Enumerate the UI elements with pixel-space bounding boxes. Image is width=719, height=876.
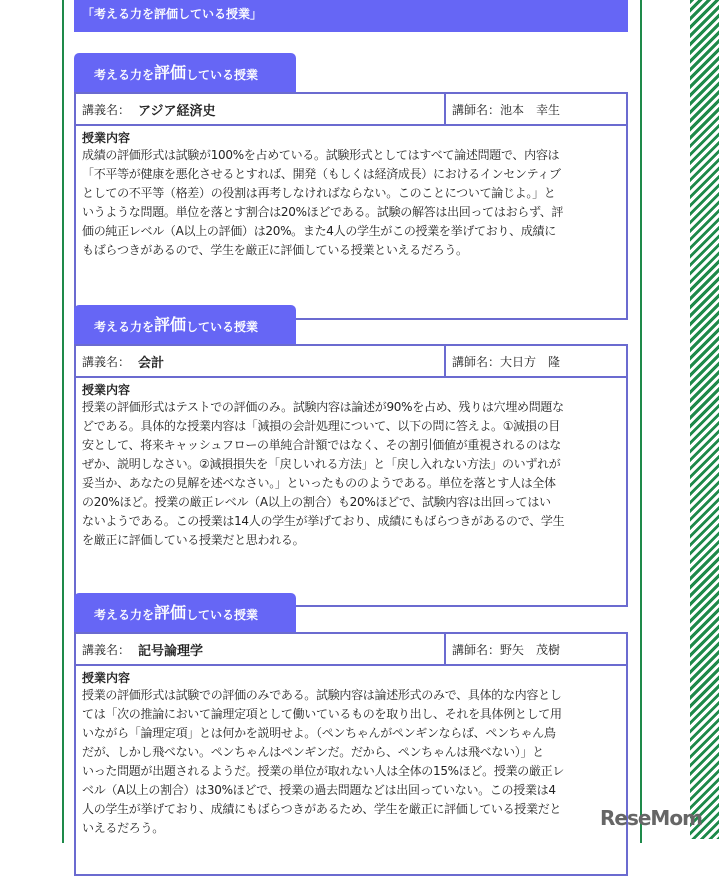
course-label: 講義名：: [82, 642, 131, 657]
course-info-row: [74, 344, 628, 378]
course-name-cell: [76, 346, 446, 376]
tab-label: している授業: [186, 68, 259, 82]
tab-label: している授業: [186, 608, 259, 622]
course-content: [74, 666, 628, 876]
course-info-row: [74, 92, 628, 126]
content-line: 安として、将来キャッシュフローの単純合計額ではなく、その割引価値が重視されるのはな: [82, 438, 561, 452]
content-line: いえるだろう。: [82, 821, 164, 835]
tab-label: 考える力を: [94, 320, 155, 334]
content-heading: 授業内容: [82, 131, 131, 145]
lecturer-cell: 講師名：大日方 隆: [452, 354, 561, 369]
course-name: アジア経済史: [138, 103, 216, 119]
content-line: ては「次の推論において論理定項として働いているものを取り出し、それを具体例として用: [82, 707, 562, 721]
content-heading: 授業内容: [82, 383, 131, 397]
content-line: 「不平等が健康を悪化させるとすれば、開発（もしくは経済成長）におけるインセンティブ: [82, 167, 561, 181]
tab-label: している授業: [186, 320, 259, 334]
content-line: どである。具体的な授業内容は「減損の会計処理について、以下の問に答えよ。①減損の目: [82, 419, 560, 433]
content-line: いった問題が出題されるようだ。授業の単位が取れない人は全体の15%ほど。授業の厳正レ: [82, 764, 565, 778]
content-line: 妥当か、あなたの見解を述べなさい。」といったもののようである。単位を落とす人は全体: [82, 476, 556, 490]
course-info-row: [74, 632, 628, 666]
tab-label-emphasis: 評価: [154, 315, 187, 334]
section-header: 「考える力を評価している授業」: [74, 0, 628, 32]
content-line: の20%ほど。授業の厳正レベル（A以上の割合）も20%ほどで、試験内容は出回ってはい: [82, 495, 551, 509]
card-tab: [74, 593, 296, 632]
content-line: ないようである。この授業は14人の学生が挙げており、成績にもばらつきがあるので、学生: [82, 514, 565, 528]
lecturer-cell: 講師名：野矢 茂樹: [452, 642, 561, 657]
course-label: 講義名：: [82, 102, 131, 117]
content-line: もばらつきがあるので、学生を厳正に評価している授業といえるだろう。: [82, 243, 468, 257]
content-line: 人の学生が挙げており、成績にもばらつきがあるため、学生を厳正に評価している授業だと: [82, 802, 562, 816]
tab-label: 考える力を: [94, 608, 155, 622]
course-content: [74, 378, 628, 607]
tab-label: 考える力を: [94, 68, 155, 82]
content-line: 授業の評価形式はテストでの評価のみ。試験内容は論述が90%を占め、残りは穴埋め問題な: [82, 400, 564, 414]
course-card: [74, 53, 628, 320]
course-name: 記号論理学: [138, 643, 204, 659]
course-card: [74, 305, 628, 607]
content-heading: 授業内容: [82, 671, 131, 685]
content-line: としての不平等（格差）の役割は再考しなければならない。このことについて論じよ。」と: [82, 186, 556, 200]
content-line: 価の純正レベル（A以上の評価）は20%。また4人の学生がこの授業を挙げており、成績に: [82, 224, 556, 238]
course-name: 会計: [138, 355, 165, 371]
content-line: ぜか、説明しなさい。②減損損失を「戻しいれる方法」と「戻し入れない方法」のいずれが: [82, 457, 561, 471]
course-label: 講義名：: [82, 354, 131, 369]
course-name-cell: [76, 634, 446, 664]
striped-border: [690, 0, 719, 839]
tab-label-emphasis: 評価: [154, 603, 187, 622]
course-content: [74, 126, 628, 320]
content-line: 成績の評価形式は試験が100%を占めている。試験形式としてはすべて論述問題で、内容は: [82, 148, 560, 162]
course-card: [74, 593, 628, 876]
content-line: 授業の評価形式は試験での評価のみである。試験内容は論述形式のみで、具体的な内容とし: [82, 688, 562, 702]
content-line: を厳正に評価している授業だと思われる。: [82, 533, 305, 547]
content-line: だが、しかし飛べない。ペンちゃんはペンギンだ。だから、ペンちゃんは飛べない）」と: [82, 745, 544, 759]
content-line: いうような問題。単位を落とす割合は20%ほどである。試験の解答は出回ってはおらず、評: [82, 205, 564, 219]
resemom-logo: ReseMom: [600, 806, 702, 830]
card-tab: [74, 305, 296, 344]
card-tab: [74, 53, 296, 92]
tab-label-emphasis: 評価: [154, 63, 187, 82]
course-name-cell: [76, 94, 446, 124]
content-line: ベル（A以上の割合）は30%ほどで、授業の過去問題などは出回っていない。この授業は4: [82, 783, 556, 797]
content-line: いながら「論理定項」とは何かを説明せよ。（ペンちゃんがペンギンならば、ペンちゃん鳥: [82, 726, 556, 740]
lecturer-cell: 講師名：池本 幸生: [452, 102, 561, 117]
